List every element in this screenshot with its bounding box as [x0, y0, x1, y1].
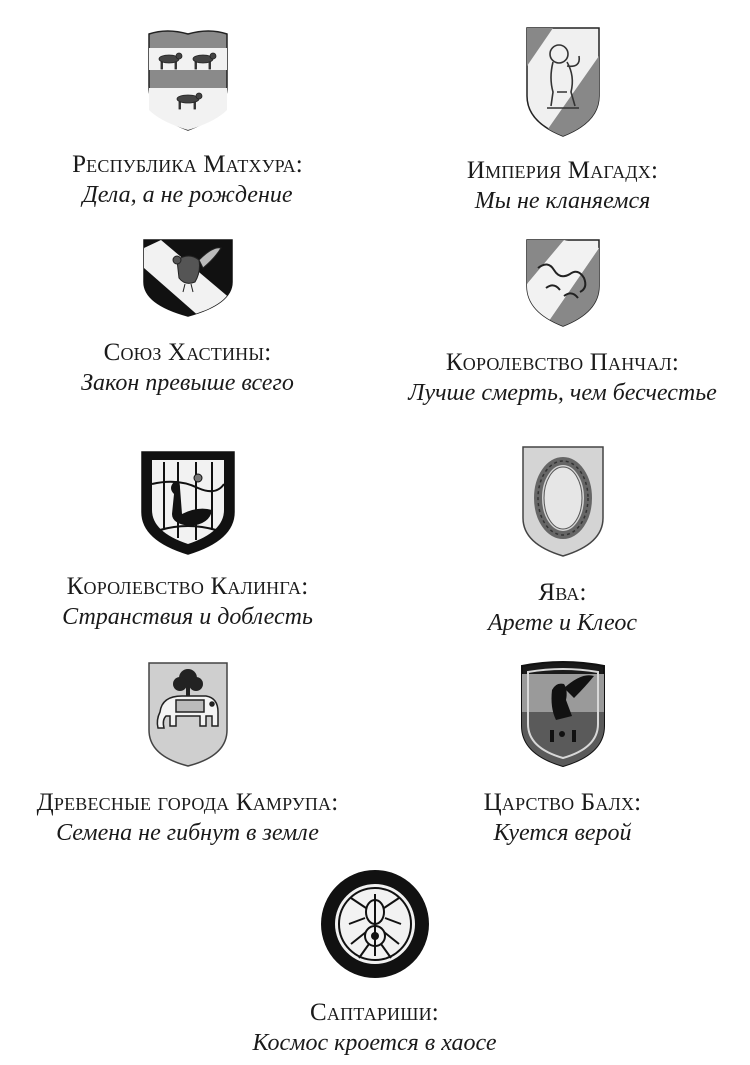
entry-name: Королевство Панчал: — [445, 349, 680, 376]
entry-motto: Арете и Клеос — [488, 610, 637, 636]
entry-kalinga — [0, 448, 375, 632]
entry-name: Союз Хастины: — [103, 339, 272, 366]
crest-magadh-icon — [523, 26, 603, 138]
entry-name: Царство Балх: — [483, 789, 642, 816]
crest-matkhura-icon — [145, 28, 231, 132]
entry-name: Королевство Калинга: — [66, 573, 309, 600]
entry-name: Республика Матхура: — [72, 151, 303, 178]
entry-motto: Дела, а не рождение — [82, 182, 293, 208]
crest-java-icon — [520, 444, 606, 558]
crest-panchal-icon — [524, 238, 602, 328]
crest-kalinga-icon — [138, 448, 238, 556]
entry-name: Саптариши: — [310, 999, 439, 1026]
entry-motto: Закон превыше всего — [81, 370, 294, 396]
crest-hastina-icon — [141, 238, 235, 318]
crest-saptarishi-icon — [319, 868, 431, 980]
entry-motto: Куется верой — [493, 820, 632, 846]
entry-motto: Мы не кланяемся — [474, 188, 651, 214]
entry-panchal — [375, 238, 750, 408]
entry-name: Империя Магадх: — [466, 157, 659, 184]
entry-saptarishi — [187, 868, 562, 1058]
entry-motto: Космос кроется в хаосе — [252, 1030, 497, 1056]
entry-magadh — [375, 26, 750, 216]
entry-hastina — [0, 238, 375, 398]
entry-java — [375, 444, 750, 638]
entry-name: Древесные города Камрупа: — [36, 789, 339, 816]
entry-motto: Лучше смерть, чем бесчестье — [408, 380, 717, 406]
entry-motto: Странствия и доблесть — [62, 604, 313, 630]
entry-kamrupa — [0, 660, 375, 848]
crest-kamrupa-icon — [146, 660, 230, 768]
entry-matkhura — [0, 28, 375, 210]
entry-balkh — [375, 660, 750, 848]
entry-motto: Семена не гибнут в земле — [56, 820, 319, 846]
entry-name: Ява: — [538, 579, 587, 606]
crest-balkh-icon — [516, 660, 610, 768]
